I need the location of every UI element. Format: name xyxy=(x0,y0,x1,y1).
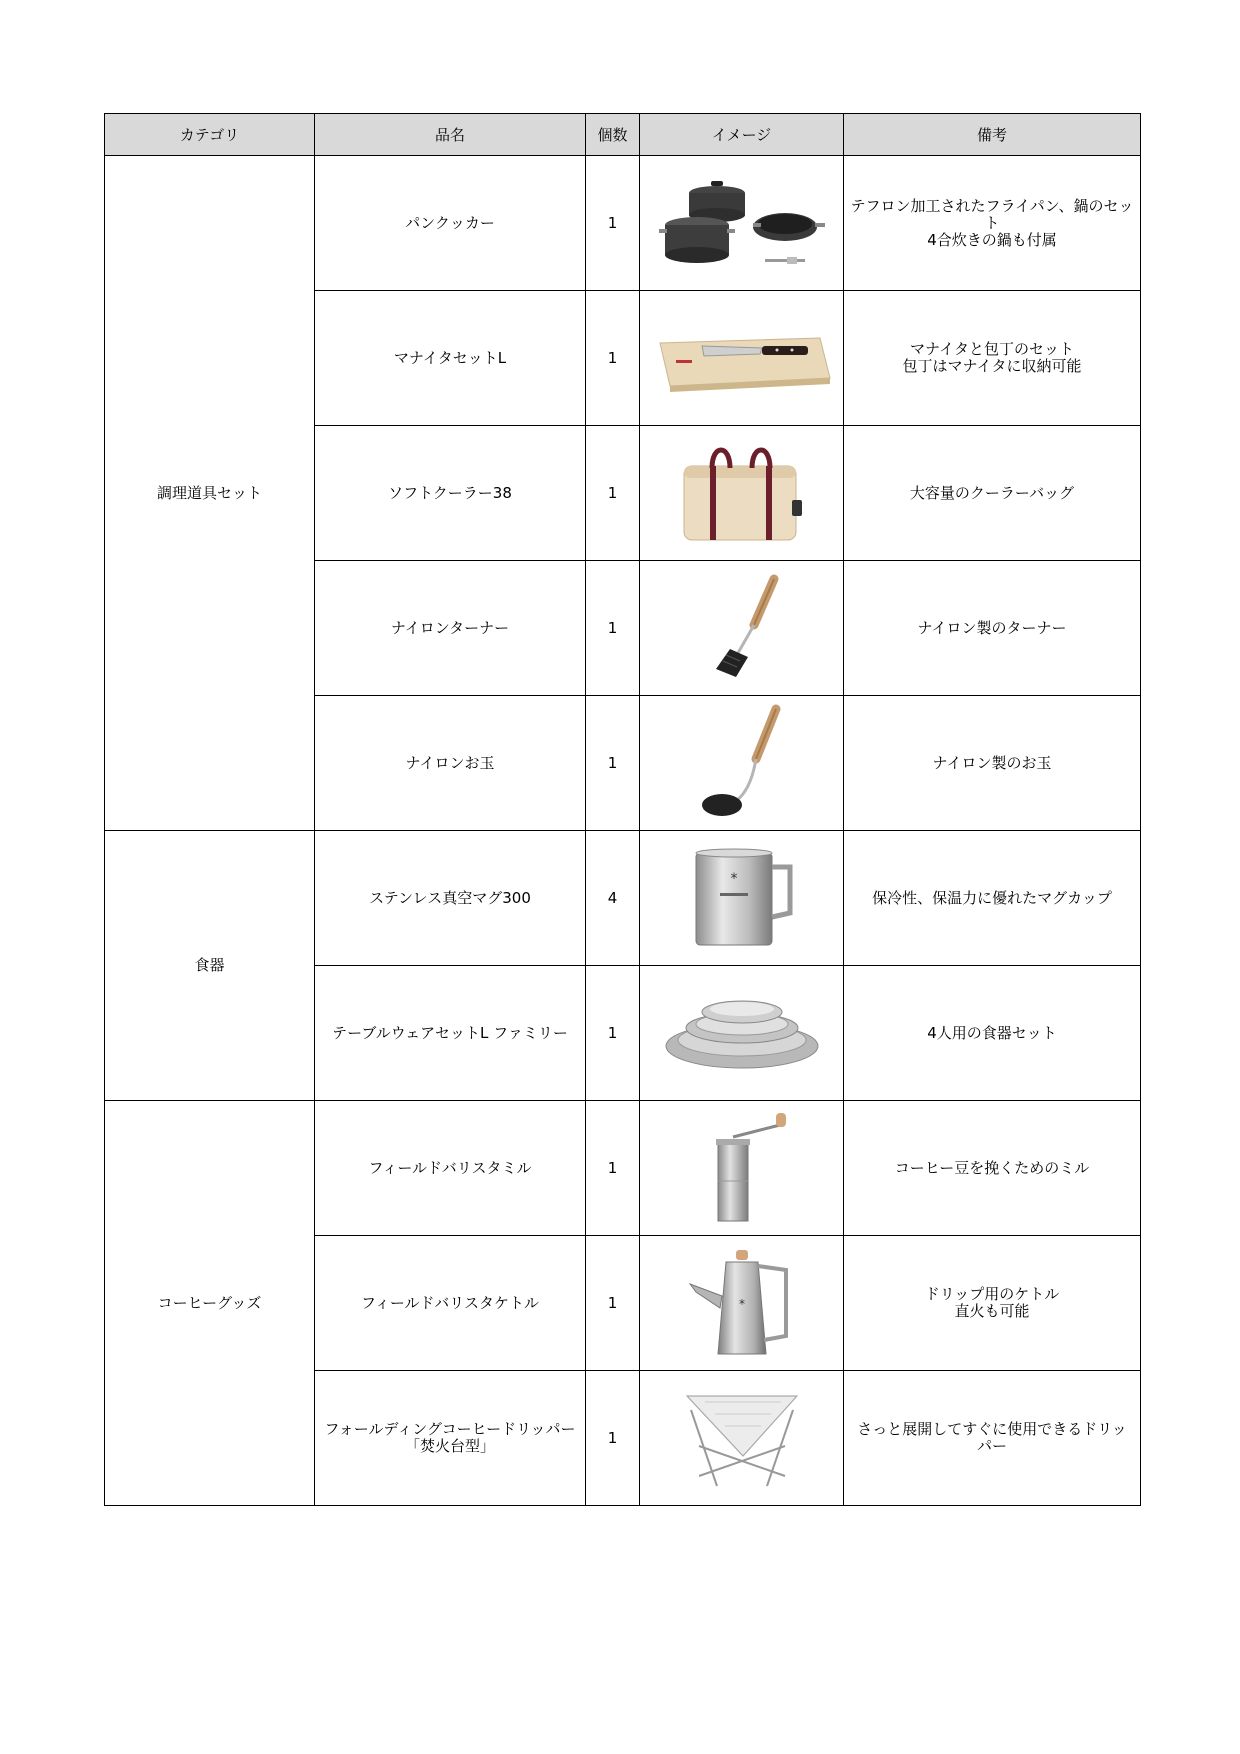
quantity-cell: 1 xyxy=(586,1371,640,1506)
item-name: テーブルウェアセットL ファミリー xyxy=(332,1023,568,1042)
item-name-cell xyxy=(315,426,586,561)
notes-cell xyxy=(844,1371,1141,1506)
steel-mug-icon xyxy=(682,843,802,953)
cutting-board-knife-icon xyxy=(652,308,832,408)
quantity-cell: 1 xyxy=(586,291,640,426)
quantity-cell: 1 xyxy=(586,1236,640,1371)
quantity-cell: 1 xyxy=(586,696,640,831)
header-notes: 備考 xyxy=(844,114,1141,156)
quantity-cell: 1 xyxy=(586,426,640,561)
item-name: ナイロンお玉 xyxy=(405,753,495,772)
image-cell xyxy=(640,291,844,426)
notes-cell xyxy=(844,966,1141,1101)
quantity-cell: 1 xyxy=(586,561,640,696)
item-name: フィールドバリスタミル xyxy=(368,1158,532,1177)
image-cell xyxy=(640,561,844,696)
note-line: マナイタと包丁のセット xyxy=(910,340,1074,358)
svg-text:*: * xyxy=(730,871,737,887)
note-line: ドリップ用のケトル xyxy=(924,1285,1060,1303)
quantity-cell: 4 xyxy=(586,831,640,966)
kettle-icon xyxy=(682,1246,802,1361)
notes-cell xyxy=(844,1236,1141,1371)
notes-cell xyxy=(844,426,1141,561)
item-name: ナイロンターナー xyxy=(390,618,510,637)
svg-text:*: * xyxy=(738,1296,745,1311)
item-name-cell xyxy=(315,561,586,696)
header-image: イメージ xyxy=(640,114,844,156)
item-name: 「焚火台型」 xyxy=(404,1437,495,1455)
item-name: パンクッカー xyxy=(405,213,495,232)
equipment-table xyxy=(104,113,1141,1506)
quantity-cell: 1 xyxy=(586,156,640,291)
quantity-cell: 1 xyxy=(586,966,640,1101)
notes-cell xyxy=(844,561,1141,696)
item-name: マナイタセットL xyxy=(393,348,507,367)
item-name: ステンレス真空マグ300 xyxy=(369,888,531,907)
item-name: ソフトクーラー38 xyxy=(388,483,512,502)
header-quantity: 個数 xyxy=(586,114,640,156)
item-name-cell xyxy=(315,156,586,291)
notes-cell xyxy=(844,1101,1141,1236)
note-line: 包丁はマナイタに収納可能 xyxy=(902,357,1082,375)
note-line: 4人用の食器セット xyxy=(927,1023,1057,1042)
item-name-cell xyxy=(315,1236,586,1371)
image-cell xyxy=(640,831,844,966)
note-line: ト xyxy=(984,213,1000,232)
item-name-cell xyxy=(315,831,586,966)
note-line: 大容量のクーラーバッグ xyxy=(909,483,1075,502)
image-cell xyxy=(640,696,844,831)
item-name-cell xyxy=(315,291,586,426)
item-name-cell xyxy=(315,966,586,1101)
coffee-mill-icon xyxy=(682,1111,802,1226)
turner-spatula-icon xyxy=(692,573,792,683)
soft-cooler-bag-icon xyxy=(672,438,812,548)
header-category: カテゴリ xyxy=(105,114,315,156)
notes-cell xyxy=(844,156,1141,291)
notes-cell xyxy=(844,291,1141,426)
item-name: フィールドバリスタケトル xyxy=(361,1293,539,1312)
note-line: テフロン加工されたフライパン、鍋のセッ xyxy=(850,196,1134,215)
item-name: フォールディングコーヒードリッパー xyxy=(324,1420,576,1438)
note-line: 保冷性、保温力に優れたマグカップ xyxy=(872,888,1112,907)
category-cell: 調理道具セット xyxy=(105,156,315,831)
folding-dripper-icon xyxy=(677,1386,807,1491)
notes-cell xyxy=(844,831,1141,966)
image-cell xyxy=(640,1101,844,1236)
note-line: パー xyxy=(976,1437,1007,1455)
image-cell xyxy=(640,426,844,561)
category-cell: 食器 xyxy=(105,831,315,1101)
note-line: 4合炊きの鍋も付属 xyxy=(927,230,1057,249)
item-name-cell xyxy=(315,1101,586,1236)
ladle-icon xyxy=(692,703,792,823)
header-item-name: 品名 xyxy=(315,114,586,156)
table-row xyxy=(105,1101,1141,1236)
note-line: コーヒー豆を挽くためのミル xyxy=(894,1158,1090,1177)
image-cell xyxy=(640,966,844,1101)
plate-set-icon xyxy=(662,988,822,1078)
table-row xyxy=(105,831,1141,966)
quantity-cell: 1 xyxy=(586,1101,640,1236)
table-row xyxy=(105,156,1141,291)
pan-cooker-set-icon xyxy=(657,173,827,273)
header-row xyxy=(105,114,1141,156)
item-name-cell xyxy=(315,1371,586,1506)
image-cell xyxy=(640,1371,844,1506)
category-cell: コーヒーグッズ xyxy=(105,1101,315,1506)
note-line: ナイロン製のターナー xyxy=(917,618,1067,637)
item-name-cell xyxy=(315,696,586,831)
image-cell xyxy=(640,156,844,291)
image-cell xyxy=(640,1236,844,1371)
note-line: さっと展開してすぐに使用できるドリッ xyxy=(857,1420,1127,1438)
notes-cell xyxy=(844,696,1141,831)
note-line: 直火も可能 xyxy=(954,1302,1030,1320)
note-line: ナイロン製のお玉 xyxy=(932,753,1052,772)
